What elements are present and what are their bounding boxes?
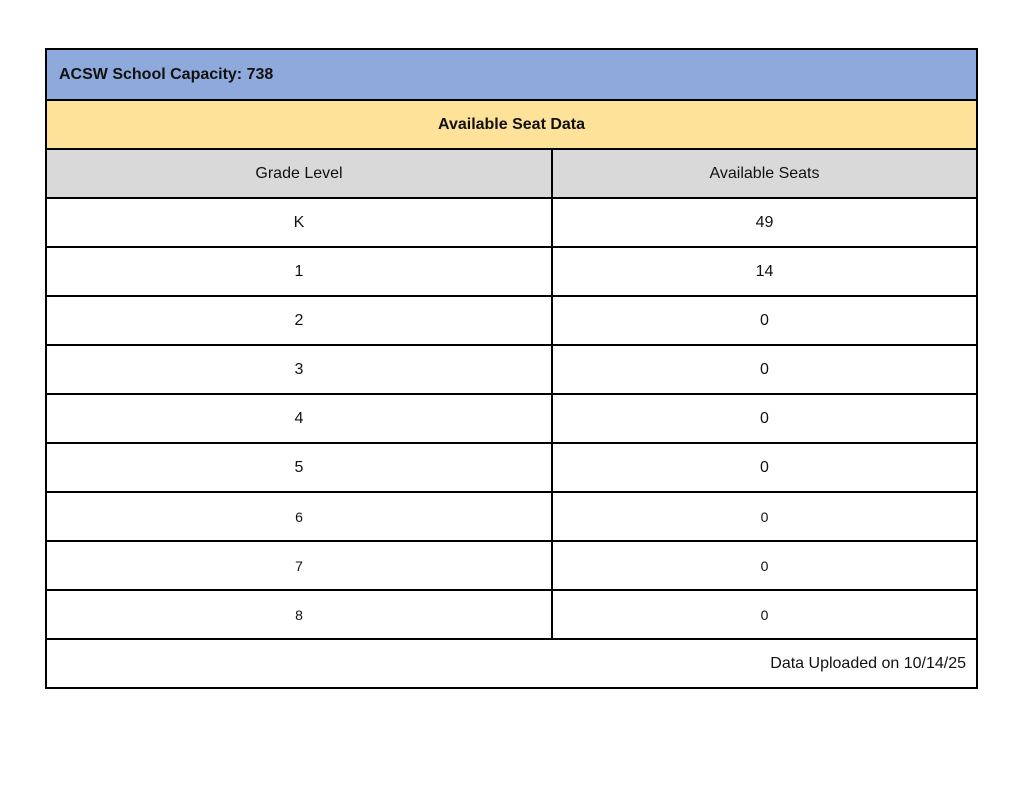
seats-cell: 0 <box>760 458 769 476</box>
table-row <box>47 540 976 589</box>
grade-cell: 7 <box>47 542 553 589</box>
table-title: ACSW School Capacity: 738 <box>59 65 274 83</box>
column-header-row <box>47 148 976 197</box>
column-header-grade-level: Grade Level <box>47 150 553 197</box>
table-row <box>47 589 976 638</box>
upload-date-text: Data Uploaded on 10/14/25 <box>770 654 966 672</box>
grade-cell: 1 <box>47 248 553 295</box>
available-seat-table <box>45 48 978 689</box>
grade-cell: 8 <box>47 591 553 638</box>
seats-cell: 0 <box>760 311 769 329</box>
seats-cell: 49 <box>755 213 774 231</box>
seats-cell: 0 <box>760 508 769 525</box>
grade-cell: 3 <box>47 346 553 393</box>
table-row <box>47 197 976 246</box>
table-footer-row <box>47 638 976 687</box>
table-row <box>47 246 976 295</box>
grade-cell: 6 <box>47 493 553 540</box>
seats-cell: 0 <box>760 606 769 623</box>
grade-cell: 2 <box>47 297 553 344</box>
seats-cell: 0 <box>760 360 769 378</box>
grade-cell: 5 <box>47 444 553 491</box>
grade-cell: K <box>47 199 553 246</box>
table-row <box>47 295 976 344</box>
seats-cell: 0 <box>760 409 769 427</box>
table-title-bar <box>47 50 976 99</box>
table-row <box>47 393 976 442</box>
table-subtitle-bar <box>47 99 976 148</box>
table-row <box>47 491 976 540</box>
seats-cell: 14 <box>755 262 774 280</box>
table-row <box>47 344 976 393</box>
table-subtitle: Available Seat Data <box>437 115 586 133</box>
table-row <box>47 442 976 491</box>
grade-cell: 4 <box>47 395 553 442</box>
seats-cell: 0 <box>760 557 769 574</box>
column-header-available-seats: Available Seats <box>709 164 820 182</box>
